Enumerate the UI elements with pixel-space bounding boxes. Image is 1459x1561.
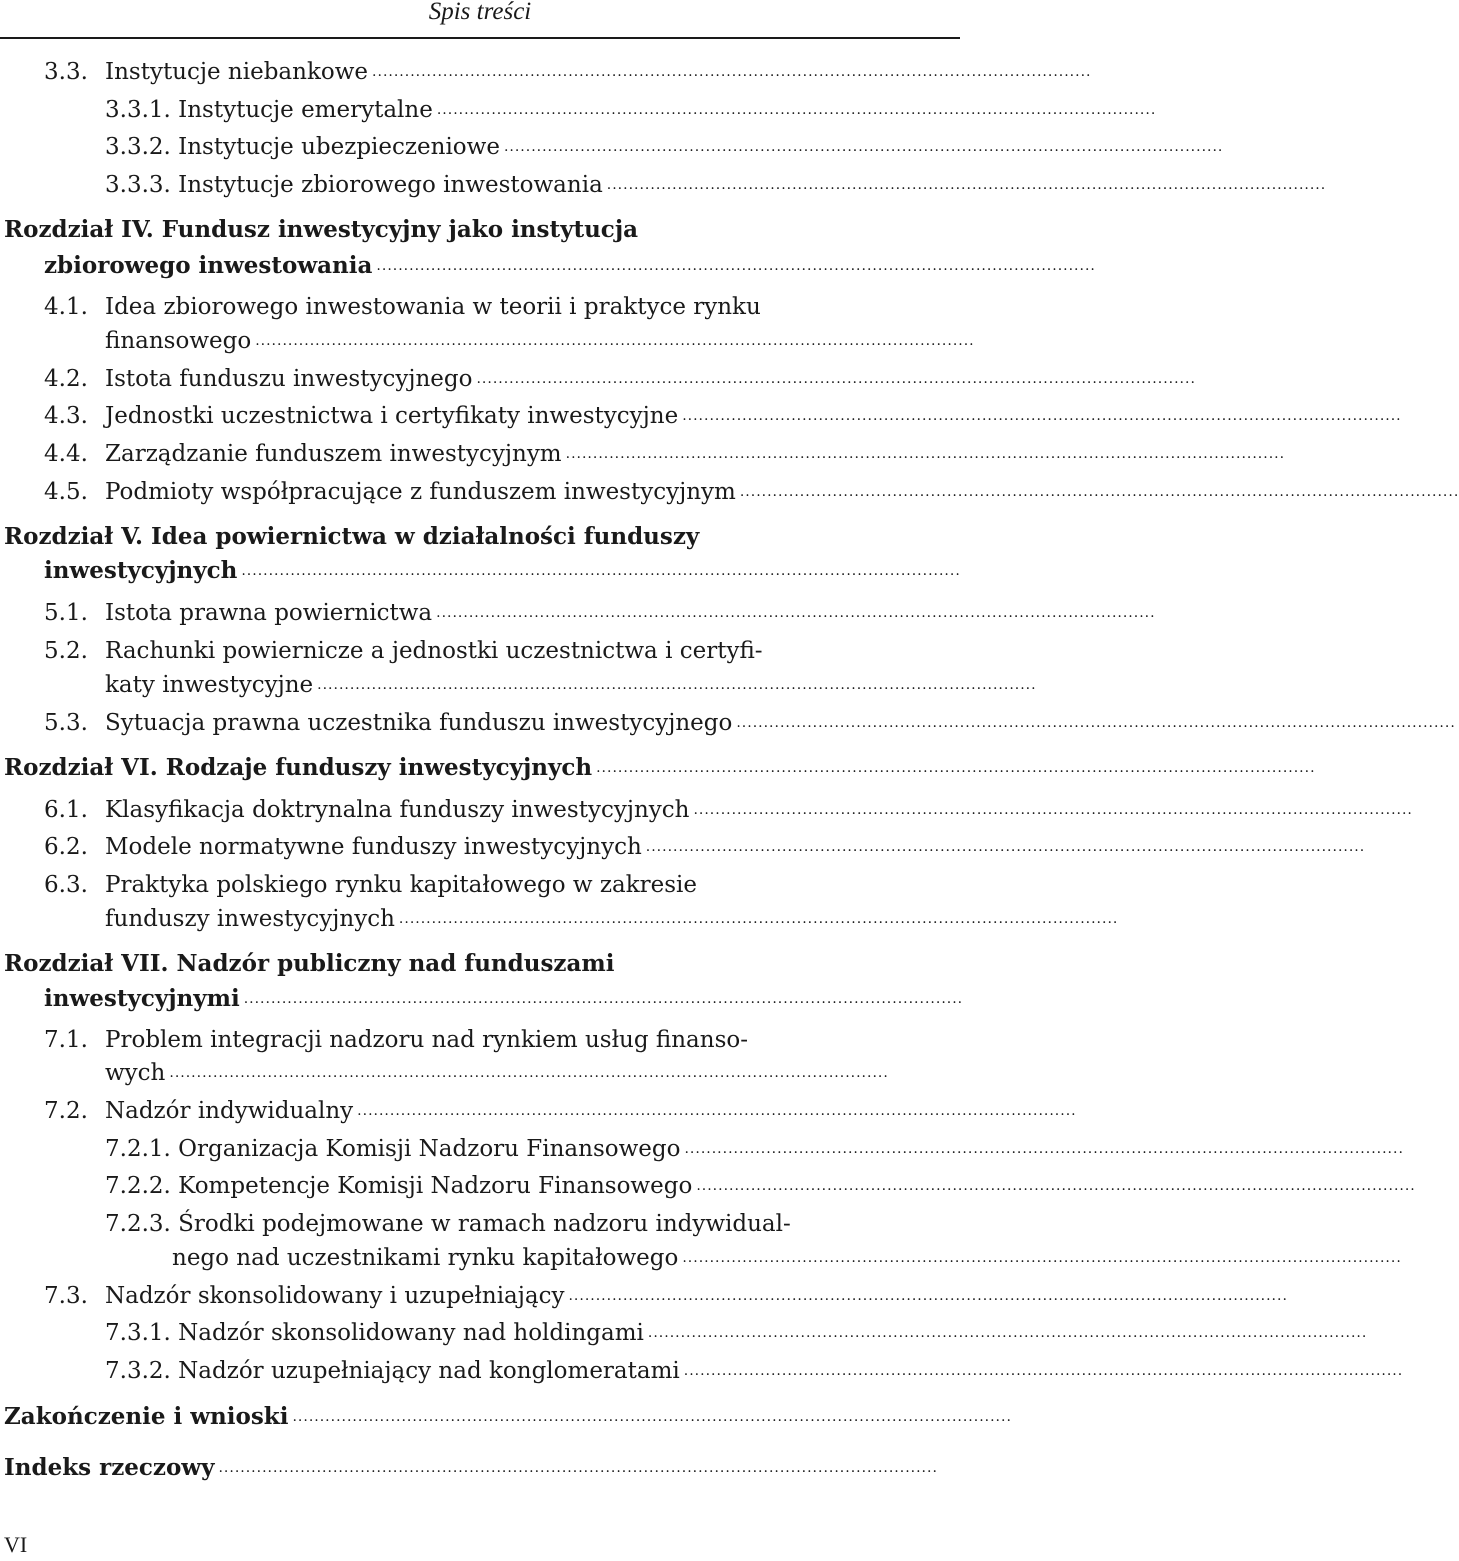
entry-title: 3.3.1. Instytucje emerytalne (105, 97, 433, 123)
entry-number: 3.3. (44, 59, 88, 85)
entry-title: Problem integracji nadzoru nad rynkiem usług finanso- (105, 1027, 749, 1053)
entry-title: Jednostki uczestnictwa i certyfikaty inwestycyjne (105, 403, 679, 429)
dot-leader: .................................................................................................................................... (693, 802, 1413, 818)
entry-title: nego nad uczestnikami rynku kapitałowego (172, 1245, 679, 1271)
dot-leader: .................................................................................................................................... (682, 1250, 1402, 1266)
entry-number: 6.1. (44, 797, 88, 823)
dot-leader: .................................................................................................................................... (565, 446, 1286, 462)
entry-title: Idea zbiorowego inwestowania w teorii i praktyce rynku (105, 294, 761, 320)
chapter-title: inwestycyjnymi (44, 985, 240, 1012)
entry-number: 4.1. (44, 294, 88, 320)
entry-title: wych (105, 1060, 166, 1086)
entry-title: Instytucje niebankowe (105, 59, 369, 85)
entry-number: 4.4. (44, 441, 88, 467)
chapter-title: Rozdział VI. Rodzaje funduszy inwestycyjnych (4, 754, 593, 781)
page-number: VI (4, 1532, 28, 1557)
header-title: Spis treści (428, 0, 532, 25)
chapter-title: Rozdział VII. Nadzór publiczny nad funduszami (4, 950, 615, 977)
entry-title: finansowego (105, 328, 252, 354)
dot-leader: .................................................................................................................................... (436, 605, 1156, 621)
entry-title: Praktyka polskiego rynku kapitałowego w zakresie (105, 872, 698, 898)
entry-title: Nadzór indywidualny (105, 1098, 354, 1124)
entry-title: Klasyfikacja doktrynalna funduszy inwestycyjnych (105, 797, 690, 823)
entry-title: 7.3.2. Nadzór uzupełniający nad konglomeratami (105, 1358, 680, 1384)
chapter-title: inwestycyjnych (44, 557, 238, 584)
dot-leader: .................................................................................................................................... (606, 177, 1327, 193)
entry-number: 6.3. (44, 872, 88, 898)
entry-number: 5.1. (44, 600, 88, 626)
entry-title: katy inwestycyjne (105, 672, 314, 698)
entry-title: 3.3.2. Instytucje ubezpieczeniowe (105, 134, 500, 160)
entry-number: 5.3. (44, 710, 88, 736)
dot-leader: .................................................................................................................................... (476, 371, 1196, 387)
dot-leader: .................................................................................................................................... (696, 1178, 1416, 1194)
dot-leader: .................................................................................................................................... (357, 1103, 1077, 1119)
entry-title: 7.2.2. Kompetencje Komisji Nadzoru Finansowego (105, 1173, 693, 1199)
entry-number: 6.2. (44, 834, 88, 860)
dot-leader: .................................................................................................................................... (596, 760, 1316, 776)
dot-leader: .................................................................................................................................... (436, 102, 1157, 118)
entry-number: 4.2. (44, 366, 88, 392)
chapter-title: Rozdział IV. Fundusz inwestycyjny jako instytucja (4, 216, 639, 243)
entry-title: funduszy inwestycyjnych (105, 906, 395, 932)
dot-leader: .................................................................................................................................... (684, 1141, 1404, 1157)
entry-title: Podmioty współpracujące z funduszem inwestycyjnym (105, 479, 736, 505)
entry-title: 7.2.1. Organizacja Komisji Nadzoru Finansowego (105, 1136, 681, 1162)
entry-number: 4.5. (44, 479, 88, 505)
entry-title: Rachunki powiernicze a jednostki uczestnictwa i certyfi- (105, 638, 763, 664)
entry-title: 3.3.3. Instytucje zbiorowego inwestowania (105, 172, 603, 198)
dot-leader: .................................................................................................................................... (645, 839, 1366, 855)
chapter-title: Zakończenie i wnioski (4, 1403, 289, 1430)
entry-title: 7.3.1. Nadzór skonsolidowany nad holdingami (105, 1320, 644, 1346)
dot-leader: .................................................................................................................................... (683, 1363, 1404, 1379)
entry-title: Zarządzanie funduszem inwestycyjnym (105, 441, 562, 467)
chapter-title: Indeks rzeczowy (4, 1454, 215, 1481)
dot-leader: .................................................................................................................................... (647, 1325, 1368, 1341)
dot-leader: .................................................................................................................................... (739, 484, 1459, 500)
dot-leader: .................................................................................................................................... (682, 408, 1402, 424)
entry-title: Sytuacja prawna uczestnika funduszu inwestycyjnego (105, 710, 733, 736)
dot-leader: .................................................................................................................................... (169, 1065, 889, 1081)
dot-leader: .................................................................................................................................... (398, 911, 1119, 927)
dot-leader: .................................................................................................................................... (241, 563, 961, 579)
entry-title: Modele normatywne funduszy inwestycyjnych (105, 834, 642, 860)
entry-title: Istota prawna powiernictwa (105, 600, 433, 626)
entry-number: 7.3. (44, 1283, 88, 1309)
dot-leader: .................................................................................................................................... (568, 1288, 1288, 1304)
chapter-title: Rozdział V. Idea powiernictwa w działalności funduszy (4, 523, 700, 550)
chapter-title: zbiorowego inwestowania (44, 252, 373, 279)
dot-leader: .................................................................................................................................... (736, 715, 1456, 731)
dot-leader: .................................................................................................................................... (503, 139, 1224, 155)
dot-leader: .................................................................................................................................... (243, 991, 964, 1007)
entry-number: 7.1. (44, 1027, 88, 1053)
dot-leader: .................................................................................................................................... (292, 1409, 1012, 1425)
dot-leader: .................................................................................................................................... (255, 333, 975, 349)
entry-number: 5.2. (44, 638, 88, 664)
entry-title: Istota funduszu inwestycyjnego (105, 366, 473, 392)
entry-number: 7.2. (44, 1098, 88, 1124)
dot-leader: .................................................................................................................................... (218, 1460, 938, 1476)
dot-leader: .................................................................................................................................... (372, 64, 1092, 80)
dot-leader: .................................................................................................................................... (376, 258, 1096, 274)
dot-leader: .................................................................................................................................... (317, 677, 1037, 693)
entry-number: 4.3. (44, 403, 88, 429)
entry-title: 7.2.3. Środki podejmowane w ramach nadzoru indywidual- (105, 1211, 791, 1237)
entry-title: Nadzór skonsolidowany i uzupełniający (105, 1283, 565, 1309)
